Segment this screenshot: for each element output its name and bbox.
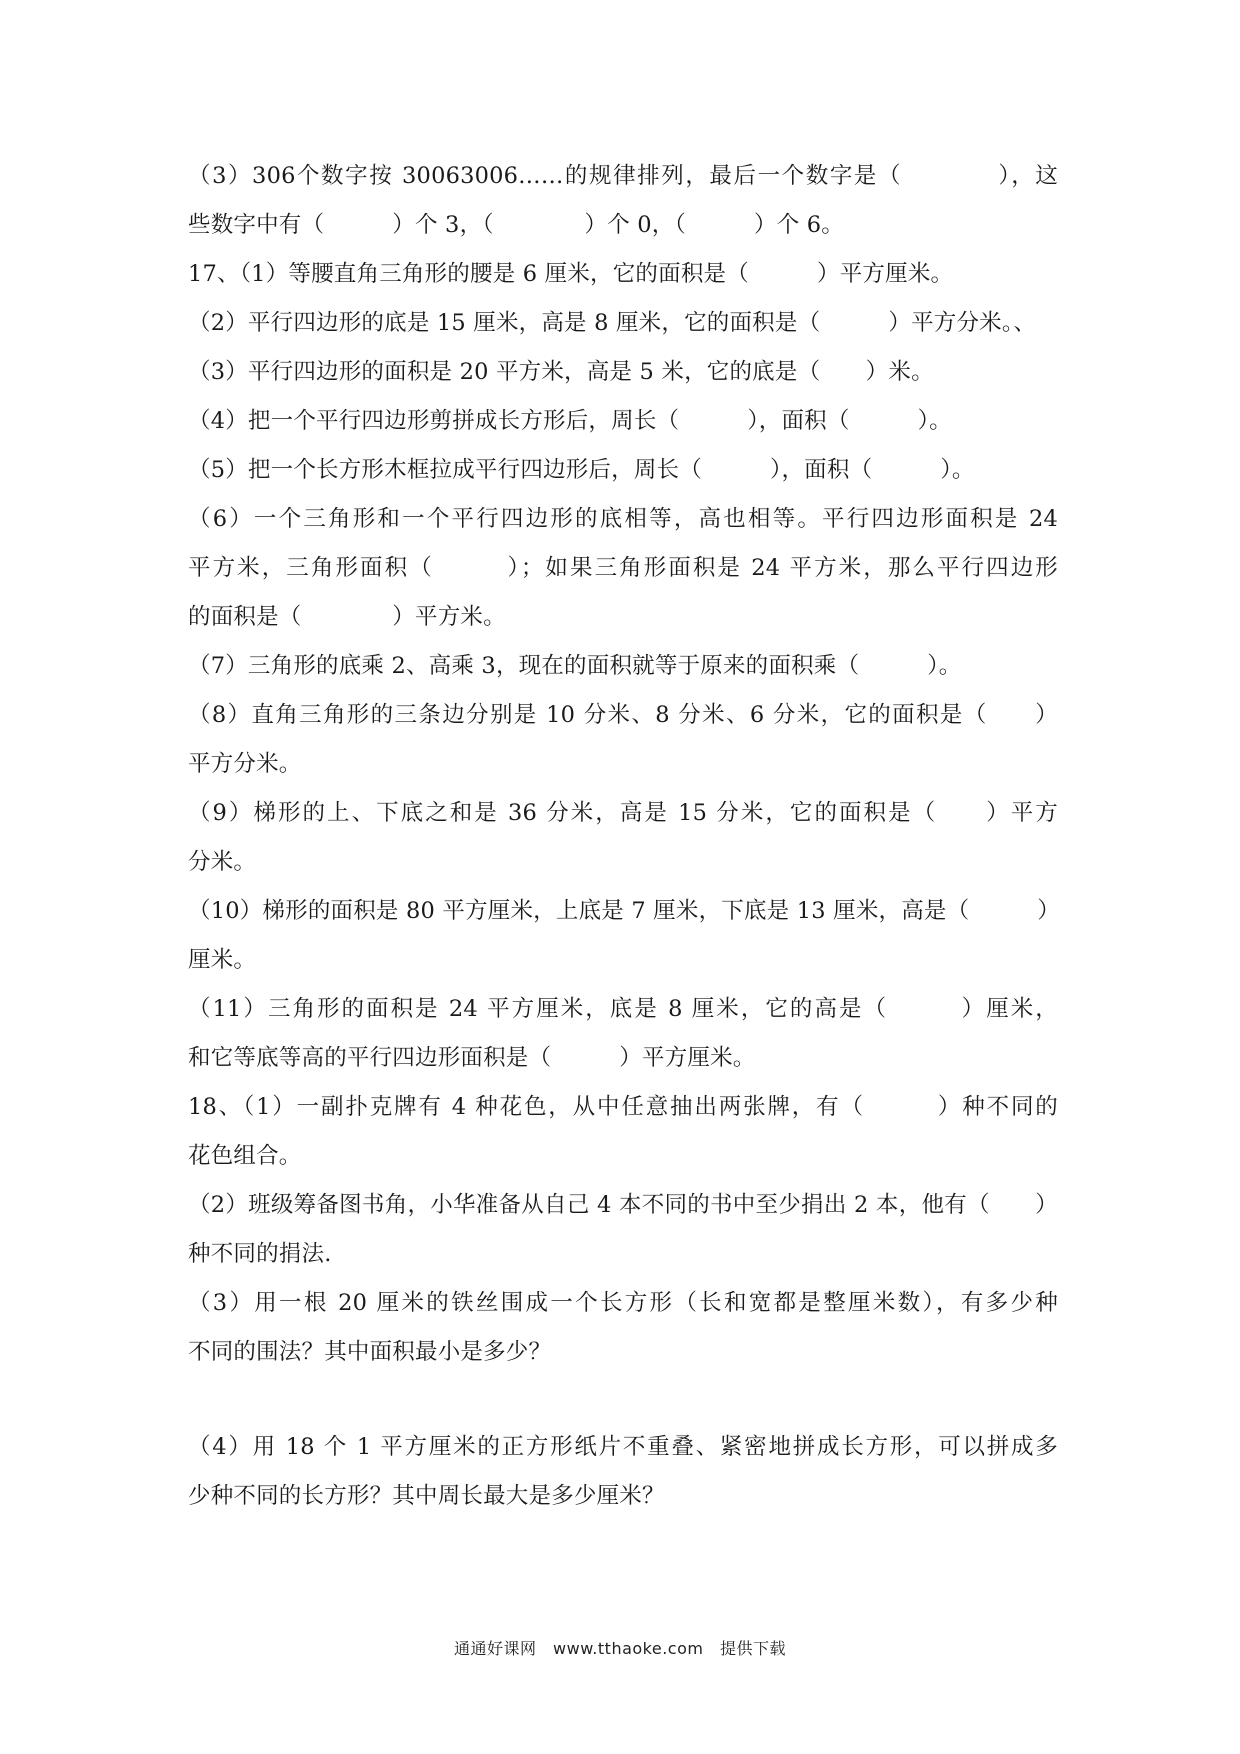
page-footer: 通通好课网 www.tthaoke.com 提供下载 bbox=[454, 1639, 786, 1658]
q18-2-line-1: （2）班级筹备图书角，小华准备从自己 4 本不同的书中至少捐出 2 本，他有（ ） bbox=[188, 1192, 1058, 1218]
q16-3-line-2: 些数字中有（ ）个 3，（ ）个 0，（ ）个 6。 bbox=[188, 212, 845, 238]
worksheet-content bbox=[188, 152, 1061, 1521]
q18-3-line-1: （3）用一根 20 厘米的铁丝围成一个长方形（长和宽都是整厘米数），有多少种 bbox=[188, 1290, 1058, 1316]
q17-1-line: 17、（1）等腰直角三角形的腰是 6 厘米，它的面积是（ ）平方厘米。 bbox=[188, 261, 954, 287]
q17-8-line-2: 平方分米。 bbox=[188, 751, 302, 777]
q16-3-line-1: （3）306个数字按 30063006……的规律排列，最后一个数字是（ ），这 bbox=[188, 163, 1058, 189]
q17-11-line-1: （11）三角形的面积是 24 平方厘米，底是 8 厘米，它的高是（ ）厘米， bbox=[188, 996, 1058, 1022]
q17-9-line-1: （9）梯形的上、下底之和是 36 分米，高是 15 分米，它的面积是（ ）平方 bbox=[188, 800, 1058, 826]
q17-6-line-2: 平方米，三角形面积（ ）；如果三角形面积是 24 平方米，那么平行四边形 bbox=[188, 555, 1058, 581]
answer-space bbox=[188, 1377, 1058, 1423]
q17-11-line-2: 和它等底等高的平行四边形面积是（ ）平方厘米。 bbox=[188, 1045, 756, 1071]
q18-3-line-2: 不同的围法？其中面积最小是多少？ bbox=[188, 1339, 552, 1365]
q18-1-line-2: 花色组合。 bbox=[188, 1143, 302, 1169]
q17-5-line: （5）把一个长方形木框拉成平行四边形后，周长（ ），面积（ ）。 bbox=[188, 457, 975, 483]
q17-9-line-2: 分米。 bbox=[188, 849, 257, 875]
q18-4-line-1: （4）用 18 个 1 平方厘米的正方形纸片不重叠、紧密地拼成长方形，可以拼成多 bbox=[188, 1434, 1058, 1460]
q17-6-line-1: （6）一个三角形和一个平行四边形的底相等，高也相等。平行四边形面积是 24 bbox=[188, 506, 1058, 532]
q18-2-line-2: 种不同的捐法. bbox=[188, 1241, 332, 1267]
q17-4-line: （4）把一个平行四边形剪拼成长方形后，周长（ ），面积（ ）。 bbox=[188, 408, 952, 434]
q17-6-line-3: 的面积是（ ）平方米。 bbox=[188, 604, 506, 630]
q17-7-line: （7）三角形的底乘 2、高乘 3，现在的面积就等于原来的面积乘（ ）。 bbox=[188, 653, 962, 679]
q18-1-line-1: 18、（1）一副扑克牌有 4 种花色，从中任意抽出两张牌，有（ ）种不同的 bbox=[188, 1094, 1058, 1120]
q17-8-line-1: （8）直角三角形的三条边分别是 10 分米、8 分米、6 分米，它的面积是（ ） bbox=[188, 702, 1058, 728]
q17-10-line-2: 厘米。 bbox=[188, 947, 257, 973]
q17-2-line: （2）平行四边形的底是 15 厘米，高是 8 厘米，它的面积是（ ）平方分米。、 bbox=[188, 310, 1037, 336]
q18-4-line-2: 少种不同的长方形？其中周长最大是多少厘米？ bbox=[188, 1483, 665, 1509]
q17-3-line: （3）平行四边形的面积是 20 平方米，高是 5 米，它的底是（ ）米。 bbox=[188, 359, 934, 385]
q17-10-line-1: （10）梯形的面积是 80 平方厘米，上底是 7 厘米，下底是 13 厘米，高是（ ） bbox=[188, 898, 1061, 924]
